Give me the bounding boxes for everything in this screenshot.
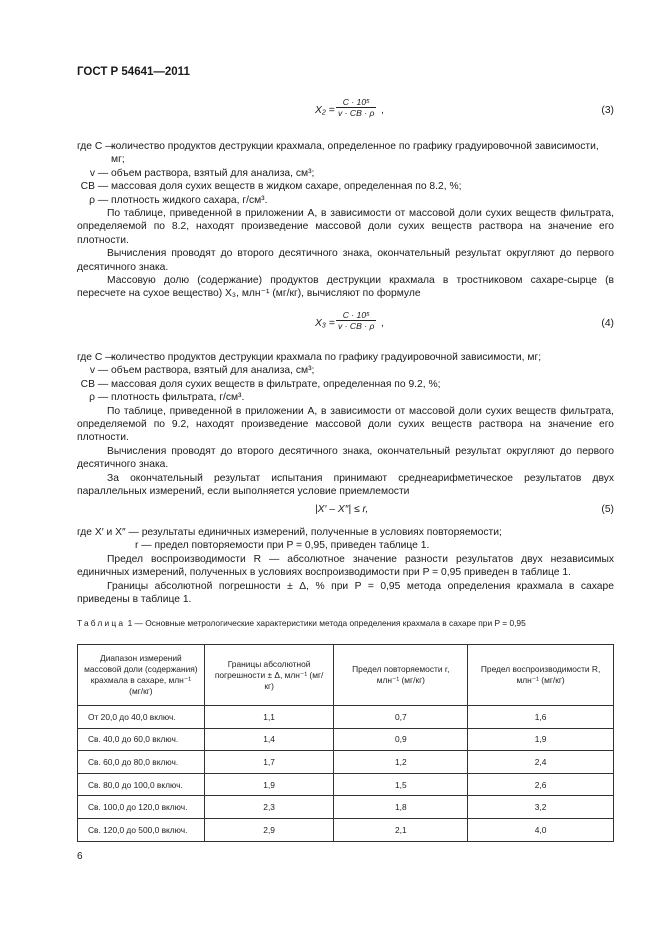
table-cell: 1,4: [204, 728, 334, 751]
definition-key: ρ —: [89, 392, 111, 404]
text-block-2: [77, 351, 614, 498]
table-cell: 1,1: [204, 706, 334, 729]
definition-value: плотность жидкого сахара, г/см³.: [111, 194, 268, 206]
table-row: [78, 796, 614, 819]
definition-value: количество продуктов деструкции крахмала по графику градуировочной зависимости, мг;: [111, 352, 542, 363]
paragraph: По таблице, приведенной в приложении А, в зависимости от массовой доли сухих веществ фильтрата, определяемой по 9.2, находят произведение массовой доли сухих веществ раствора на значение его плотности.: [77, 405, 614, 444]
table-cell: 1,9: [468, 728, 614, 751]
definition-row: [77, 526, 614, 539]
table-caption: [77, 618, 614, 629]
table-cell: 2,3: [204, 796, 334, 819]
table-cell: 4,0: [468, 818, 614, 841]
table-cell: 0,9: [334, 728, 468, 751]
definition-key: v —: [89, 167, 111, 179]
paragraph: За окончательный результат испытания принимают среднеарифметическое результатов двух параллельных измерений, если выполняется условие приемлемости: [77, 472, 614, 498]
formula-4-number: (4): [601, 318, 614, 329]
formula-4-fraction: [336, 310, 376, 331]
definition-value: плотность фильтрата, г/см³.: [111, 392, 245, 404]
paragraph: По таблице, приведенной в приложении А, в зависимости от массовой доли сухих веществ фильтрата, определяемой по 8.2, находят произведение массовой доли сухих веществ раствора на значение его плотности.: [77, 208, 614, 246]
formula-4-comma: ,: [381, 318, 384, 329]
definition-key: ρ —: [89, 194, 111, 206]
table-cell: 1,2: [334, 751, 468, 774]
paragraph: Границы абсолютной погрешности ± Δ, % при P = 0,95 метода определения крахмала в сахаре приведены в таблице 1.: [77, 580, 614, 606]
definition-key: v —: [89, 365, 111, 377]
column-header-reproducibility: Предел воспроизводимости R, млн⁻¹ (мг/кг): [468, 645, 614, 706]
table-cell: 1,8: [334, 796, 468, 819]
formula-3-denominator: v · CB · ρ: [338, 108, 375, 118]
table-cell: 0,7: [334, 706, 468, 729]
definition-row: [77, 391, 614, 404]
table-row: [78, 751, 614, 774]
column-header-range: Диапазон измерений массовой доли (содержания) крахмала в сахаре, млн⁻¹ (мг/кг): [78, 645, 205, 706]
definition-row: [77, 364, 614, 377]
definition-row: [77, 194, 614, 207]
paragraph: Вычисления проводят до второго десятичного знака, окончательный результат округляют до первого десятичного знака.: [77, 248, 614, 273]
formula-3-number: (3): [601, 105, 614, 116]
definition-value: количество продуктов деструкции крахмала, определенное по графику градуировочной зависимости, мг;: [111, 141, 599, 166]
table-cell: 2,9: [204, 818, 334, 841]
table-cell: Св. 40,0 до 60,0 включ.: [78, 728, 205, 751]
definition-value: результаты единичных измерений, полученные в условиях повторяемости;: [141, 527, 502, 538]
column-header-repeatability: Предел повторяемости r, млн⁻¹ (мг/кг): [334, 645, 468, 706]
table-row: [78, 728, 614, 751]
formula-5-number: (5): [601, 504, 614, 515]
table-cell: От 20,0 до 40,0 включ.: [78, 706, 205, 729]
table-cell: 2,4: [468, 751, 614, 774]
formula-5-expression: |X′ – X″| ≤ r,: [315, 504, 369, 515]
document-header: ГОСТ Р 54641—2011: [77, 66, 190, 78]
formula-4-lhs: X₃ =: [315, 318, 335, 329]
definition-value: массовая доля сухих веществ в фильтрате, определенная по 9.2, %;: [111, 378, 441, 390]
paragraph: Массовую долю (содержание) продуктов деструкции крахмала в тростниковом сахаре-сырце (в пересчете на сухое вещество) X₃, млн⁻¹ (мг/кг), вычисляют по формуле: [77, 275, 614, 300]
table-row: [78, 706, 614, 729]
definition-value: массовая доля сухих веществ в жидком сахаре, определенная по 8.2, %;: [111, 181, 462, 193]
paragraph: Предел воспроизводимости R — абсолютное значение разности результатов двух независимых единичных измерений, полученных в условиях воспроизводимости при P = 0,95 приведен в таблице 1.: [77, 553, 614, 579]
formula-3: [77, 97, 614, 127]
metrology-table: [77, 644, 614, 842]
definition-row: [77, 140, 614, 167]
definition-key: CB —: [80, 378, 111, 390]
formula-3-comma: ,: [381, 105, 384, 116]
table-cell: Св. 100,0 до 120,0 включ.: [78, 796, 205, 819]
table-cell: Св. 60,0 до 80,0 включ.: [78, 751, 205, 774]
formula-3-numerator: C · 10⁵: [342, 97, 370, 107]
definition-line: r — предел повторяемости при P = 0,95, приведен таблице 1.: [135, 540, 430, 552]
definition-key: где C —: [77, 141, 119, 152]
text-block-3: [77, 526, 614, 606]
definition-row: [77, 351, 614, 364]
table-header-row: [78, 645, 614, 706]
definition-row: [77, 180, 614, 193]
definition-value: объем раствора, взятый для анализа, см³;: [111, 167, 315, 179]
definition-key: CB —: [80, 181, 111, 193]
formula-4-denominator: v · CB · ρ: [338, 321, 375, 331]
table-row: [78, 773, 614, 796]
formula-3-lhs: X₂ =: [315, 105, 335, 116]
formula-4: [77, 310, 614, 340]
text-block-1: [77, 140, 614, 301]
table-cell: 1,7: [204, 751, 334, 774]
definition-row: [77, 167, 614, 180]
table-cell: 3,2: [468, 796, 614, 819]
table-caption-word: Таблица: [77, 618, 126, 628]
page-number: 6: [77, 851, 83, 862]
formula-3-fraction: [336, 97, 376, 118]
table-cell: 1,6: [468, 706, 614, 729]
table-caption-text: 1 — Основные метрологические характеристики метода определения крахмала в сахаре при P = 0,95: [125, 618, 526, 628]
column-header-error: Границы абсолютной погрешности ± Δ, млн⁻¹ (мг/кг): [204, 645, 334, 706]
definition-key: где X′ и X″ —: [77, 527, 142, 538]
table-cell: 1,9: [204, 773, 334, 796]
formula-5: [77, 502, 614, 520]
definition-key: где C —: [77, 352, 119, 363]
definition-value: объем раствора, взятый для анализа, см³;: [111, 365, 315, 377]
table-cell: 2,1: [334, 818, 468, 841]
table-cell: Св. 80,0 до 100,0 включ.: [78, 773, 205, 796]
table-cell: 2,6: [468, 773, 614, 796]
table-cell: 1,5: [334, 773, 468, 796]
definition-row: [77, 378, 614, 391]
table-cell: Св. 120,0 до 500,0 включ.: [78, 818, 205, 841]
table-row: [78, 818, 614, 841]
formula-4-numerator: C · 10⁵: [342, 310, 370, 320]
paragraph: Вычисления проводят до второго десятичного знака, окончательный результат округляют до первого десятичного знака.: [77, 445, 614, 471]
